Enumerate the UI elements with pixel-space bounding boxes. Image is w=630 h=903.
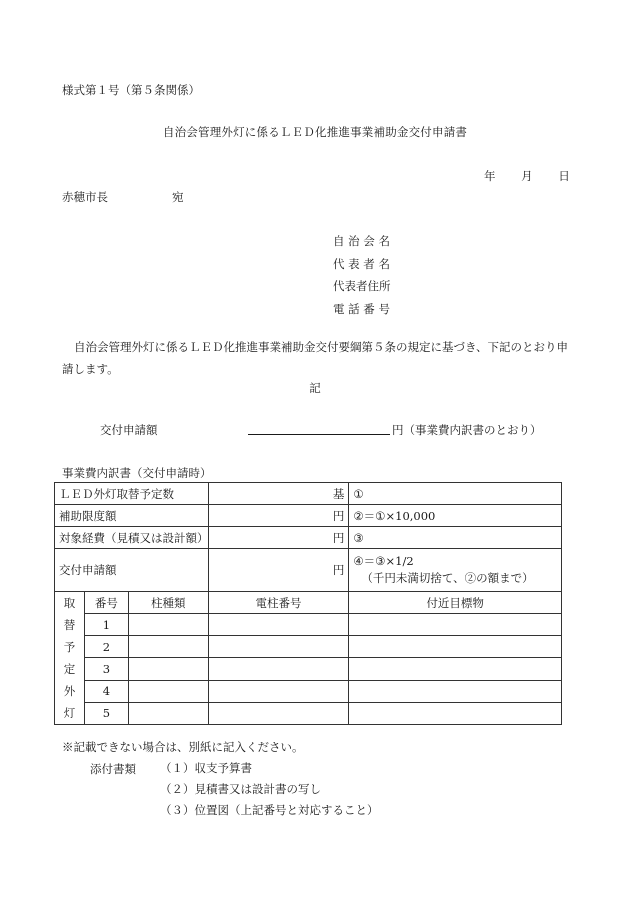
page-title: 自治会管理外灯に係るＬＥＤ化推進事業補助金交付申請書	[162, 125, 468, 139]
row-unit: 円	[208, 505, 349, 527]
row-formula: ③	[349, 527, 562, 549]
row-number: 4	[84, 680, 128, 702]
table-row	[55, 505, 562, 527]
vertical-char: 外	[63, 684, 76, 698]
note-text: ※記載できない場合は、別紙に記入ください。	[62, 740, 304, 754]
table-row	[55, 702, 562, 724]
landmark-cell[interactable]	[349, 636, 562, 658]
table-row	[55, 527, 562, 549]
header-pole-type: 柱種類	[128, 592, 208, 614]
pole-type-cell[interactable]	[128, 680, 208, 702]
row-number: 2	[84, 636, 128, 658]
form-number: 様式第１号（第５条関係）	[62, 83, 200, 97]
ki-heading: 記	[309, 381, 321, 395]
row-unit: 基	[208, 483, 349, 505]
applicant-fields	[333, 233, 391, 323]
date-month: 月	[521, 169, 533, 183]
pole-type-cell[interactable]	[128, 702, 208, 724]
row-number: 5	[84, 702, 128, 724]
pole-number-cell[interactable]	[208, 680, 349, 702]
table-row	[55, 483, 562, 505]
table-row	[55, 680, 562, 702]
table-row	[55, 636, 562, 658]
landmark-cell[interactable]	[349, 680, 562, 702]
row-unit: 円	[208, 527, 349, 549]
table-header-row	[55, 592, 562, 614]
addressee-name: 赤穂市長	[62, 190, 108, 204]
breakdown-table	[54, 482, 562, 725]
attachments-label: 添付書類	[90, 762, 136, 776]
date-line	[484, 168, 570, 184]
table-row	[55, 549, 562, 592]
addressee-suffix: 宛	[172, 190, 184, 204]
pole-type-cell[interactable]	[128, 658, 208, 680]
row-formula	[349, 549, 562, 592]
header-no: 番号	[84, 592, 128, 614]
pole-number-cell[interactable]	[208, 614, 349, 636]
landmark-cell[interactable]	[349, 614, 562, 636]
field-label: 電 話 番 号	[333, 301, 390, 316]
table-row	[55, 614, 562, 636]
attachments-list	[160, 761, 379, 824]
amount-input-line[interactable]	[248, 434, 390, 435]
row-unit: 円	[208, 549, 349, 592]
row-label: 補助限度額	[55, 505, 209, 527]
attachment-item: （２）見積書又は設計書の写し	[160, 782, 321, 796]
vertical-char: 替	[63, 618, 76, 632]
header-landmark: 付近目標物	[349, 592, 562, 614]
date-year: 年	[484, 169, 496, 183]
row-number: 1	[84, 614, 128, 636]
breakdown-title: 事業費内訳書（交付申請時）	[62, 466, 212, 480]
pole-number-cell[interactable]	[208, 658, 349, 680]
field-label: 代表者住所	[333, 279, 391, 293]
vertical-char: 定	[63, 662, 76, 676]
row-formula: ②＝①×10,000	[349, 505, 562, 527]
field-label: 代 表 者 名	[333, 256, 390, 271]
landmark-cell[interactable]	[349, 702, 562, 724]
pole-number-cell[interactable]	[208, 702, 349, 724]
table-row	[55, 658, 562, 680]
formula-note: （千円未満切捨て、②の額まで）	[361, 571, 534, 585]
date-day: 日	[558, 169, 570, 183]
attachment-item: （３）位置図（上記番号と対応すること）	[160, 803, 379, 817]
pole-type-cell[interactable]	[128, 636, 208, 658]
formula-line: ④＝③×1/2	[353, 554, 414, 568]
attachment-item: （１）収支予算書	[160, 761, 252, 775]
header-pole-number: 電柱番号	[208, 592, 349, 614]
body-text: 自治会管理外灯に係るＬＥＤ化推進事業補助金交付要綱第５条の規定に基づき、下記のとおり申請します。	[62, 340, 569, 376]
vertical-char: 灯	[63, 706, 76, 720]
pole-number-cell[interactable]	[208, 636, 349, 658]
amount-suffix: 円（事業費内訳書のとおり）	[392, 423, 542, 437]
vertical-label	[55, 592, 85, 725]
row-label: 対象経費（見積又は設計額）	[55, 527, 209, 549]
row-label: ＬＥＤ外灯取替予定数	[55, 483, 209, 505]
pole-type-cell[interactable]	[128, 614, 208, 636]
row-number: 3	[84, 658, 128, 680]
row-label: 交付申請額	[55, 549, 209, 592]
landmark-cell[interactable]	[349, 658, 562, 680]
addressee	[62, 189, 184, 205]
vertical-char: 取	[63, 596, 76, 610]
vertical-char: 予	[63, 640, 76, 654]
amount-label: 交付申請額	[100, 423, 158, 437]
field-label: 自 治 会 名	[333, 234, 390, 248]
row-formula: ①	[349, 483, 562, 505]
